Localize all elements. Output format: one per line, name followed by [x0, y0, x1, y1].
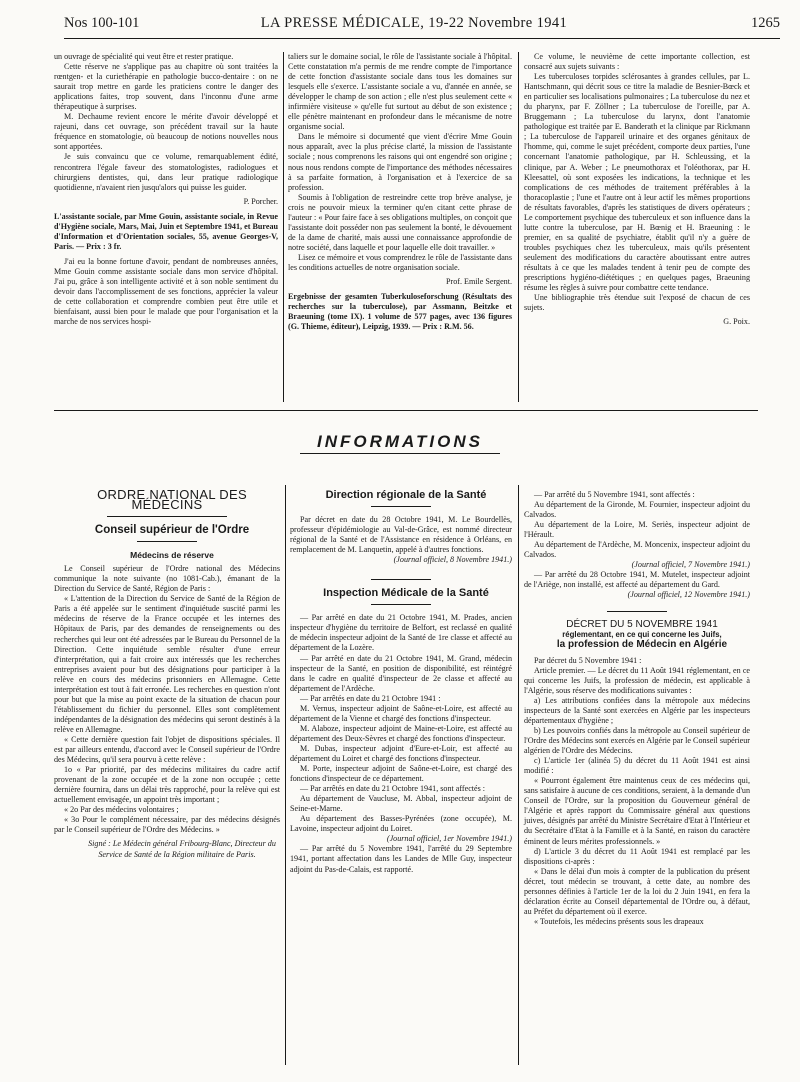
top-column-2	[288, 52, 512, 332]
paragraph: — Par arrêtés en date du 21 Octobre 1941, sont affectés :	[300, 784, 486, 794]
column-divider	[518, 52, 519, 402]
paragraph: M. Dubas, inspecteur adjoint d'Eure-et-Loir, est affecté au département du Loiret et chargé des fonctions d'inspecteur.	[290, 743, 512, 763]
section-subheading: Conseil supérieur de l'Ordre	[94, 524, 250, 537]
paragraph: Au département de Vaucluse, M. Abbal, inspecteur adjoint de Seine-et-Marne.	[290, 794, 512, 814]
signature: G. Poix.	[723, 317, 750, 327]
paragraph: « 3o Pour le complément nécessaire, par des médecins désignés par le Conseil supérieur de l'Ordre des Médecins. »	[54, 815, 280, 835]
decree-subheading: la profession de Médecin en Algérie	[556, 638, 728, 650]
decree-subheading: réglementant, en ce qui concerne les Juifs,	[562, 629, 722, 639]
paragraph: M. Porte, inspecteur adjoint de Saône-et-Loire, est chargé des fonctions d'inspecteur de ce département.	[290, 764, 512, 784]
section-rule	[607, 611, 667, 612]
info-column-1	[54, 487, 280, 860]
issue-number: Nos 100-101	[64, 15, 140, 31]
paragraph: Soumis à l'obligation de restreindre cette trop brève analyse, je crois ne pouvoir mieux la terminer qu'en citant cette phrase de l'auteur : « Pour faire face à ses obligations multiples, on conçoit que l'assistante doit posséder non pas seulement la bonté, le dévouement de la dame de charité, mais aussi une connaissance approfondie de notre société, dans laquelle et pour laquelle elle doit travailler. »	[288, 192, 512, 252]
section-divider	[54, 410, 758, 411]
paragraph: — Par arrêté du 5 Novembre 1941, l'arrêté du 29 Septembre 1941, portant affectation dans les Landes de Mlle Guy, inspecteur adjoint du Pas-de-Calais, est rapporté.	[290, 844, 512, 874]
section-heading: Inspection Médicale de la Santé	[323, 587, 489, 600]
paragraph: Au département de la Gironde, M. Fournier, inspecteur adjoint du Calvados.	[524, 500, 750, 520]
info-column-2	[290, 490, 512, 875]
signature: Signé : Le Médecin général Fribourg-Blanc, Directeur du Service de Santé de la Région militaire de Paris.	[88, 839, 276, 859]
paragraph: Je suis convaincu que ce volume, remarquablement édité, rencontrera l'égale faveur des stomatologistes, radiologues et chirurgiens dentistes, qui, dans leur pratique radiologique quotidienne, n'avaient rien jusqu'alors qui puisse les guider.	[54, 152, 278, 192]
paragraph: 1o « Par priorité, par des médecins militaires du cadre actif provenant de la zone occupée et de la zone non occupée ; cette dernière fournira, dans un délai très rapproché, pour la relève qui est actuellement envisagée, un appoint très important ;	[54, 765, 280, 805]
book-review-title: Ergebnisse der gesamten Tuberkuloseforschung (Résultats des recherches sur la tuberculose), par Assmann, Beitzke et Braeuning (tome IX). 1 volume de 577 pages, avec 136 figures (G. Thieme, éditeur), Leipzig, 1939. — Prix : R.M. 56.	[288, 292, 512, 332]
section-rule	[371, 579, 431, 580]
paragraph: Les tuberculoses torpides sclérosantes à grandes cellules, par L. Hantschmann, qui décrit sous ce titre la maladie de Besnier-Bœck et en particulier ses localisations pulmonaires ; La tuberculose du nez et du pharynx, par F. Zöllner ; La tuberculose de l'oreille, par A. Bruggemann ; La tuberculose du larynx, dont l'anatomie pathologique est traitée par E. Banderath et la clinique par Rickmann ; La tuberculose de l'appareil urinaire et des organes génitaux de l'homme, qui, comme le sujet précédent, comporte deux parties, l'une concernant l'anatomie pathologique, par H. Schleussing, et la clinique, par A. Weber ; Le pneumothorax et l'oléothorax, par H. Kleesattel, où sont exposées les indications, la technique et les complications de ces méthodes de traitement préférables à la thoracoplastie ; l'une et l'autre ont à leur actif les mêmes proportions de résultats favorables, d'après les statistiques de divers opérateurs ; Le comportement psychique des tuberculeux et son influence dans la lutte contre la tuberculose, par H. Bœnig et H. Braeuning : le premier, en sa qualité de psychiatre, établit qu'il n'y a guère de troubles psychiques chez les tuberculeux, mais qu'ils présentent seulement des modifications du caractère aboutissant entre autres résultats à ce que les malades tendent à tenir peu de compte des prescriptions hygiéno-diététiques ; en quelques pages, Braeuning résume les règles à suivre pour combattre cette tendance.	[524, 72, 750, 293]
paragraph: Dans le mémoire si documenté que vient d'écrire Mme Gouin nous apparaît, avec la plus précise clarté, la mission de l'assistante sociale ; nous comprenons les raisons qui ont engendré son origine ; nous nous rendons compte de l'importance des méthodes nécessaires à sa parfaite formation, à l'organisation et à l'exercice de sa profession.	[288, 132, 512, 192]
paragraph: Par décret en date du 28 Octobre 1941, M. Le Bourdellès, professeur d'épidémiologie au Val-de-Grâce, est nommé directeur régional de la Santé et de l'Assistance en résidence à Orléans, en remplacement de M. Lanquetin, appelé à d'autres fonctions.	[290, 515, 512, 555]
paragraph: « Toutefois, les médecins présents sous les drapeaux	[534, 916, 704, 926]
signature: P. Porcher.	[243, 196, 278, 206]
paragraph: Ce volume, le neuvième de cette importante collection, est consacré aux sujets suivants :	[524, 52, 750, 72]
top-column-1	[54, 52, 278, 327]
paragraph: Une bibliographie très étendue suit l'exposé de chacun de ces sujets.	[524, 293, 750, 313]
paragraph: Au département de l'Ardèche, M. Moncenix, inspecteur adjoint du Calvados.	[524, 540, 750, 560]
paragraph: — Par arrêtés en date du 21 Octobre 1941 :	[300, 693, 441, 703]
info-column-3	[524, 490, 750, 927]
paragraph: M. Dechaume revient encore le mérite d'avoir développé et rajeuni, dans cet ouvrage, son précédent travail sur la haute fréquence en stomatologie, où beaucoup de notions nouvelles nous sont apportées.	[54, 112, 278, 152]
title-underline	[300, 453, 500, 454]
paragraph: — Par arrêté du 5 Novembre 1941, sont affectés :	[534, 490, 695, 499]
paragraph: M. Alaboze, inspecteur adjoint de Maine-et-Loire, est affecté au département des Deux-Sèvres et chargé des fonctions d'inspecteur.	[290, 723, 512, 743]
paragraph: taliers sur le domaine social, le rôle de l'assistante sociale à l'hôpital. Cette constatation m'a permis de me rendre compte de l'importance de cette fonction d'assistante sociale dans tous les domaines sur lesquels elle s'exerce. L'assistante sociale a vu, d'année en année, se développer le champ de son action ; elle n'est plus seulement cette « infirmière visiteuse » qu'elle fut surtout au début de son existence ; elle pénètre maintenant en profondeur dans le mécanisme de notre organisme social.	[288, 52, 512, 132]
journal-reference: (Journal officiel, 8 Novembre 1941.)	[393, 555, 512, 565]
column-divider	[285, 485, 286, 1065]
column-divider	[283, 52, 284, 402]
heading-rule	[137, 541, 197, 542]
paragraph: Lisez ce mémoire et vous comprendrez le rôle de l'assistante dans les conditions actuelles de notre organisation sociale.	[288, 252, 512, 272]
paragraph: a) Les attributions confiées dans la métropole aux médecins inspecteurs de la Santé sont exercées en Algérie par les inspecteurs départementaux d'hygiène ;	[524, 695, 750, 725]
subsection-heading: Médecins de réserve	[130, 550, 214, 561]
journal-reference: (Journal officiel, 1er Novembre 1941.)	[386, 834, 512, 844]
decree-heading: DÉCRET DU 5 NOVEMBRE 1941	[566, 618, 718, 630]
paragraph: Au département des Basses-Pyrénées (zone occupée), M. Lavoine, inspecteur adjoint du Loiret.	[290, 814, 512, 834]
paragraph: un ouvrage de spécialité qui veut être et rester pratique.	[54, 52, 234, 61]
paragraph: M. Vernus, inspecteur adjoint de Saône-et-Loire, est affecté au département de la Vienne et chargé des fonctions d'inspecteur.	[290, 703, 512, 723]
paragraph: c) L'article 1er (alinéa 5) du décret du 11 Août 1941 est ainsi modifié :	[524, 756, 750, 776]
heading-rule	[371, 506, 431, 507]
paragraph: Article premier. — Le décret du 11 Août 1941 réglementant, en ce qui concerne les Juifs, la profession de médecin, est applicable à l'Algérie, sous réserve des modifications suivantes :	[524, 665, 750, 695]
page-number: 1265	[751, 15, 780, 31]
paragraph: « Cette dernière question fait l'objet de dispositions spéciales. Il est par ailleurs entendu, d'accord avec le Conseil supérieur de l'Ordre des Médecins, qu'il sera pourvu à cette relève :	[54, 734, 280, 765]
paragraph: Le Conseil supérieur de l'Ordre national des Médecins communique la note suivante (no 1081-Cab.), émanant de la Direction du Service de Santé, Région de Paris :	[54, 564, 280, 594]
paragraph: — Par arrêté en date du 21 Octobre 1941, M. Grand, médecin inspecteur de la Santé, en position de disponibilité, est réintégré dans le cadre en qualité d'inspecteur de 2e classe et affecté au département de l'Ardèche.	[290, 653, 512, 693]
informations-title: INFORMATIONS	[316, 432, 483, 451]
book-review-title: L'assistante sociale, par Mme Gouin, assistante sociale, in Revue d'Hygiène sociale, Mars, Mai, Juin et Septembre 1941, et Bureau d'Information et d'Orientation sociales, 55, avenue Georges-V, Paris. — Prix : 3 fr.	[54, 211, 278, 251]
running-header	[64, 14, 780, 39]
heading-rule	[107, 516, 227, 517]
section-heading: Direction régionale de la Santé	[325, 489, 487, 501]
paragraph: Cette réserve ne s'applique pas au chapitre où sont traitées la rœntgen- et la curiethérapie en pathologie bucco-dentaire : on ne saurait trop mettre en garde les praticiens contre le danger des applications faites, trop souvent, dans l'inconnu d'une arme thérapeutique à surprises.	[54, 62, 278, 112]
signature: Prof. Emile Sergent.	[446, 277, 512, 287]
paragraph: b) Les pouvoirs confiés dans la métropole au Conseil supérieur de l'Ordre des Médecins sont exercés en Algérie par le Conseil supérieur algérien de l'Ordre des Médecins.	[524, 725, 750, 756]
journal-reference: (Journal officiel, 7 Novembre 1941.)	[631, 560, 750, 570]
top-column-3	[524, 52, 750, 327]
journal-title: LA PRESSE MÉDICALE, 19-22 Novembre 1941	[260, 15, 568, 31]
paragraph: « Pourront également être maintenus ceux de ces médecins qui, sans satisfaire à aucune de ces conditions, seraient, à la demande d'un Conseil de l'Ordre, sur la proposition du Gouverneur général de l'Algérie et après rapport du Commissaire général aux questions juives, désignés par arrêté du Ministre Secrétaire d'Etat à l'Intérieur et du Secrétaire d'Etat à la Famille et à la Santé, en raison du caractère éminent de leurs mérites professionnels. »	[524, 776, 750, 846]
journal-reference: (Journal officiel, 12 Novembre 1941.)	[627, 590, 750, 600]
paragraph: Par décret du 5 Novembre 1941 :	[534, 655, 642, 665]
paragraph: — Par arrêté du 28 Octobre 1941, M. Mutelet, inspecteur adjoint de l'Ariège, non installé, est affecté au département du Gard.	[524, 570, 750, 590]
paragraph: Au département de la Loire, M. Seriès, inspecteur adjoint de l'Hérault.	[524, 520, 750, 540]
paragraph: « Dans le délai d'un mois à compter de la publication du présent décret, tout médecin se trouvant, à cette date, au nombre des personnes définies à l'article 1er de la loi du 2 Juin 1941, en fera la déclaration écrite au Conseil départemental de l'Ordre ou, à défaut, au Préfet du département où il exerce.	[524, 866, 750, 916]
column-divider	[518, 485, 519, 1065]
paragraph: « L'attention de la Direction du Service de Santé de la Région de Paris a été appelée sur le sentiment d'inquiétude suscité parmi les médecins de réserve de la France occupée et les internes des Hôpitaux de Paris, par des demandes de renseignements ou des recherches qui leur ont été adressées par le Bureau du Personnel de la Direction. Cette inquiétude semble résulter d'une erreur d'interprétation, qui a fait croire aux intéressés que les recherches entreprises avaient pour but des désignations pour participer à la relève en cours des médecins prisonniers en Allemagne. Cette interprétation est tout à fait erronée. Les recherches en question n'ont pour but que la mise au point exacte de la situation de chacun pour l'établissement du fichier du personnel. Elles sont complètement indépendantes de la désignation des médecins qui seront destinés à la relève en Allemagne.	[54, 594, 280, 734]
paragraph: « 2o Par des médecins volontaires ;	[64, 805, 179, 815]
heading-rule	[371, 604, 431, 605]
paragraph: — Par arrêté en date du 21 Octobre 1941, M. Prades, ancien inspecteur d'hygiène du territoire de Belfort, est reclassé en qualité de médecin inspecteur adjoint de la Santé de 1re classe et affecté au département de la Lozère.	[290, 613, 512, 653]
section-heading: ORDRE NATIONAL DES MÉDECINS	[97, 487, 247, 513]
paragraph: d) L'article 3 du décret du 11 Août 1941 est remplacé par les dispositions ci-après :	[524, 846, 750, 866]
paragraph: J'ai eu la bonne fortune d'avoir, pendant de nombreuses années, Mme Gouin comme assistante sociale dans mon service d'hôpital. J'ai pu, grâce à son intelligente activité et à son noble sentiment du devoir dans l'accomplissement de ses fonctions, apprécier la valeur de cette collaboration et comprendre combien peut être utile et bienfaisant, aussi bien pour le malade que pour l'organisation et la marche de nos services hospi-	[54, 256, 278, 327]
